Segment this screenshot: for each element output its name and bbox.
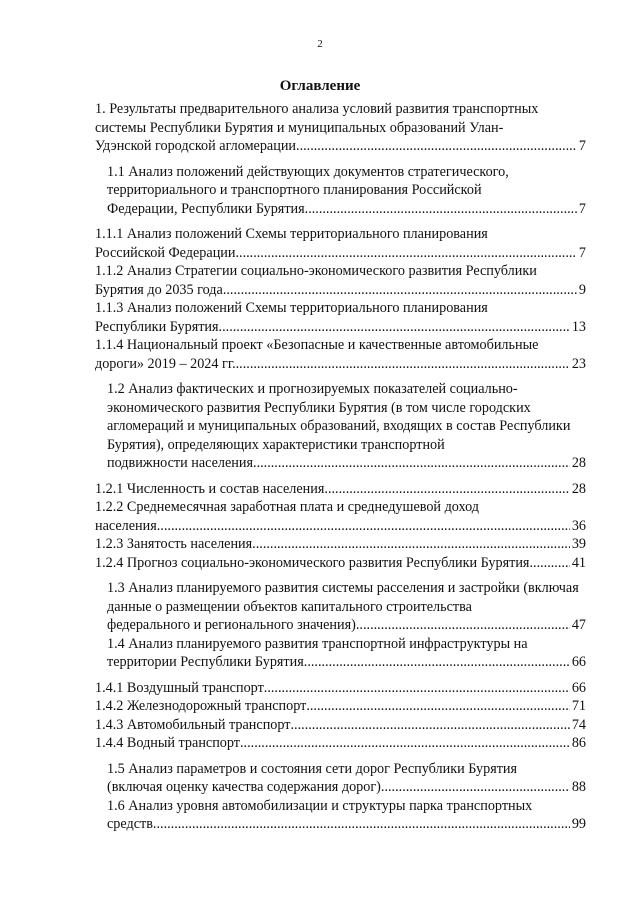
toc-page-number: 74 xyxy=(571,716,586,733)
dot-leader xyxy=(381,778,570,797)
toc-page-number: 71 xyxy=(571,698,586,714)
toc-page-number: 39 xyxy=(571,536,586,552)
dot-leader xyxy=(324,480,569,499)
dot-leader xyxy=(264,679,570,698)
toc-entry-text: 1.1.2 Анализ Стратегии социально-экономического развития Республики xyxy=(95,263,537,279)
toc-entry-text: 1.2.2 Среднемесячная заработная плата и среднедушевой доход xyxy=(95,499,479,515)
toc-entry[interactable] xyxy=(95,734,586,753)
toc-entry[interactable] xyxy=(95,679,586,698)
toc-entry[interactable] xyxy=(95,579,586,635)
toc-entry[interactable] xyxy=(95,498,586,535)
toc-entry[interactable] xyxy=(95,716,586,735)
toc-page-number: 36 xyxy=(571,517,586,534)
toc-page-number: 66 xyxy=(571,654,586,670)
toc-entry-text: 1. Результаты предварительного анализа условий развития транспортных системы Республики Бурятия и муниципальных образований Улан- xyxy=(95,101,539,136)
toc-entry-text: 1.4.1 Воздушный транспорт xyxy=(95,679,264,696)
dot-leader xyxy=(157,517,570,536)
dot-leader xyxy=(223,281,577,300)
dot-leader xyxy=(153,815,570,834)
toc-entry-text: 1.4 Анализ планируемого развития транспортной инфраструктуры на xyxy=(107,635,528,652)
dot-leader xyxy=(291,716,570,735)
toc-entry-text: 1.1.3 Анализ положений Схемы территориального планирования xyxy=(95,300,488,316)
toc-page-number: 7 xyxy=(578,200,586,217)
toc-entry-text: 1.2.3 Занятость населения xyxy=(95,536,253,552)
toc-entry-text: Республики Бурятия xyxy=(95,318,219,335)
toc-page-number: 66 xyxy=(571,679,586,696)
toc-entry[interactable] xyxy=(95,299,586,336)
toc-entry-text: (включая оценку качества содержания дорог) xyxy=(107,779,381,795)
toc-page-number: 99 xyxy=(571,816,586,832)
toc-page-number: 86 xyxy=(571,735,586,751)
toc-entry-text: 1.3 Анализ планируемого развития системы расселения и застройки (включая данные о размещении объектов капитального строительства xyxy=(107,580,579,615)
dot-leader xyxy=(304,653,570,672)
toc-page-number: 47 xyxy=(571,617,586,633)
toc-entry-text: дороги» 2019 – 2024 гг. xyxy=(95,355,236,372)
toc-entry-text: 1.4.3 Автомобильный транспорт xyxy=(95,716,291,733)
toc-entry[interactable] xyxy=(95,336,586,373)
dot-leader xyxy=(236,355,570,374)
toc-page-number: 7 xyxy=(578,138,586,154)
toc-page-number: 13 xyxy=(571,318,586,335)
toc-entry-text: 1.4.2 Железнодорожный транспорт xyxy=(95,698,307,714)
toc-entry[interactable] xyxy=(95,100,586,156)
toc-entry-text: Бурятия до 2035 года xyxy=(95,281,223,298)
toc-entry-text: Российской Федерации xyxy=(95,244,236,261)
toc-page-number: 28 xyxy=(571,455,586,471)
toc-entry[interactable] xyxy=(95,262,586,299)
dot-leader xyxy=(305,200,577,219)
toc-entry-text: 1.2.1 Численность и состав населения xyxy=(95,480,325,497)
toc-entry[interactable] xyxy=(95,225,586,262)
toc-entry-text: Удэнской городской агломерации xyxy=(95,138,297,154)
toc-page-number: 28 xyxy=(571,480,586,497)
dot-leader xyxy=(529,554,569,573)
toc-entry[interactable] xyxy=(95,635,586,672)
toc-entry[interactable] xyxy=(95,535,586,554)
dot-leader xyxy=(296,137,577,156)
toc-page-number: 88 xyxy=(571,779,586,795)
dot-leader xyxy=(252,535,570,554)
dot-leader xyxy=(253,454,570,473)
toc-entry[interactable] xyxy=(95,697,586,716)
toc-entry[interactable] xyxy=(95,380,586,473)
dot-leader xyxy=(240,734,570,753)
toc-entry-text: 1.4.4 Водный транспорт xyxy=(95,735,240,751)
toc-page-number: 7 xyxy=(578,244,586,261)
dot-leader xyxy=(356,616,570,635)
toc-entry-text: 1.2 Анализ фактических и прогнозируемых показателей социально-экономического развития Республики Бурятия (в том числе городских агломераций и муниципальных образований, входящих в состав Республики Бурятия), определяющих характеристики транспортной xyxy=(107,381,571,453)
toc-page-number: 9 xyxy=(578,281,586,298)
toc-entry[interactable] xyxy=(95,480,586,499)
toc-entry-text: 1.5 Анализ параметров и состояния сети дорог Республики Бурятия xyxy=(107,760,518,777)
toc-entry-text: 1.1.4 Национальный проект «Безопасные и качественные автомобильные xyxy=(95,337,539,353)
toc-entry[interactable] xyxy=(95,797,586,834)
toc-entry-text: подвижности населения xyxy=(107,455,254,471)
toc-entry-text: 1.6 Анализ уровня автомобилизации и структуры парка транспортных xyxy=(107,797,533,814)
toc-entry[interactable] xyxy=(95,554,586,573)
toc-entry-text: населения xyxy=(95,517,157,534)
dot-leader xyxy=(219,318,570,337)
toc-entry-text: территории Республики Бурятия xyxy=(107,654,304,670)
toc-page-number: 41 xyxy=(571,554,586,571)
toc-entry-text: 1.1 Анализ положений действующих документов стратегического, территориального и транспортного планирования Российской xyxy=(107,163,509,198)
dot-leader xyxy=(235,244,576,263)
page-number: 2 xyxy=(317,38,323,50)
toc-entry[interactable] xyxy=(95,760,586,797)
toc-entry-text: средств xyxy=(107,816,153,832)
toc-entry-text: федерального и регионального значения) xyxy=(107,617,356,633)
dot-leader xyxy=(306,697,570,716)
toc-entry-text: 1.1.1 Анализ положений Схемы территориального планирования xyxy=(95,226,488,242)
table-of-contents xyxy=(95,100,586,834)
toc-title: Оглавление xyxy=(279,78,361,94)
toc-entry[interactable] xyxy=(95,163,586,219)
toc-page-number: 23 xyxy=(571,355,586,372)
toc-entry-text: 1.2.4 Прогноз социально-экономического развития Республики Бурятия xyxy=(95,554,530,571)
toc-entry-text: Федерации, Республики Бурятия xyxy=(107,200,305,217)
